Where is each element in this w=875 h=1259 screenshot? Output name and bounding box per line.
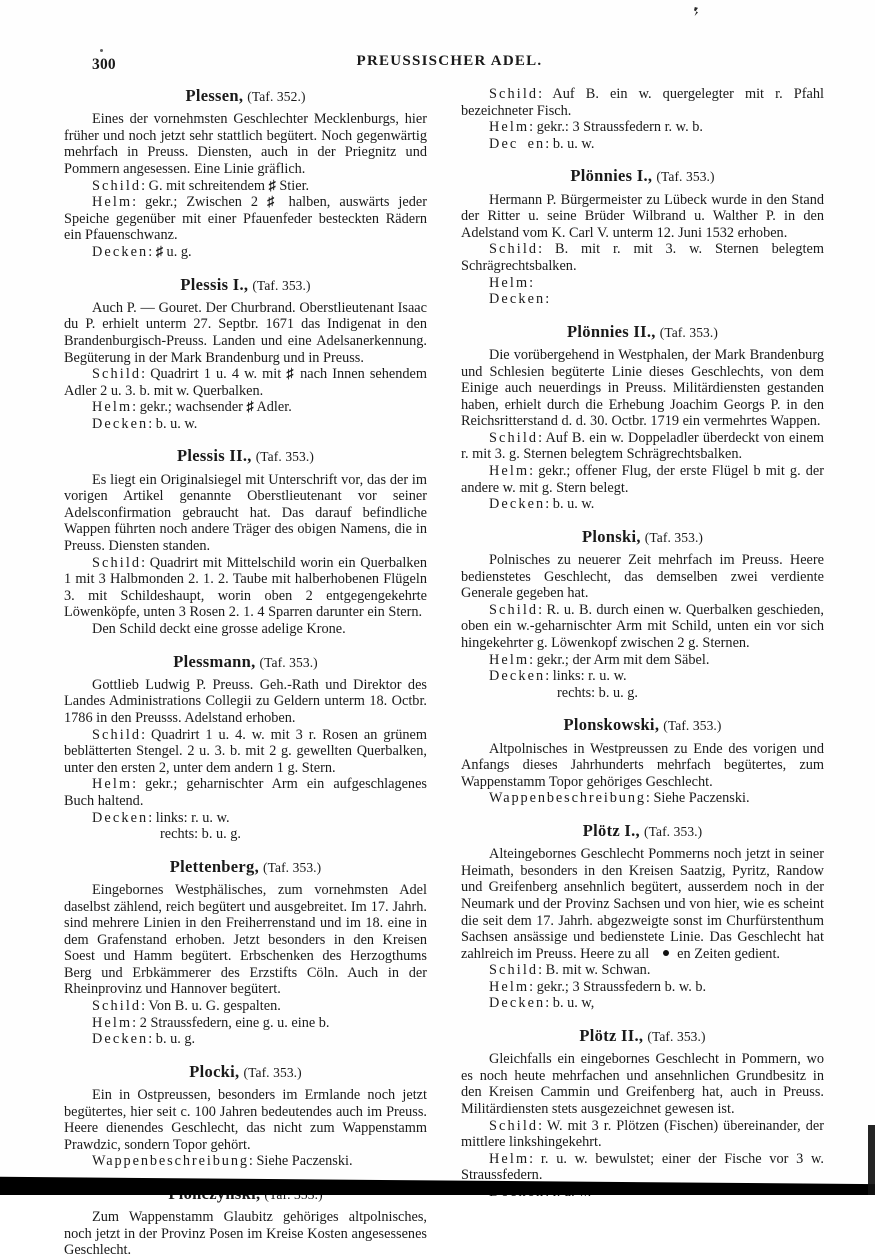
entry-heading xyxy=(64,446,427,466)
blazon-label: Decken xyxy=(92,415,149,432)
blazon-line xyxy=(461,136,824,153)
plate-reference: (Taf. 353.) xyxy=(643,823,703,839)
blazon-label: Schild xyxy=(92,726,142,743)
plate-reference: (Taf. 353.) xyxy=(644,529,704,545)
blazon-label: Helm xyxy=(489,651,530,668)
blazon-line xyxy=(461,291,824,308)
blazon-text: : B. mit w. Schwan. xyxy=(538,962,651,979)
blazon-line xyxy=(461,685,824,702)
blazon-label: Schild xyxy=(489,86,539,102)
plate-reference: (Taf. 353.) xyxy=(263,859,322,875)
plate-reference: (Taf. 353.) xyxy=(255,449,314,465)
sable-hatch-icon: ♯ xyxy=(268,177,276,194)
blazon-line xyxy=(64,810,427,827)
family-name: Plessen, xyxy=(185,86,244,105)
family-name: Plonskowski, xyxy=(563,715,660,735)
sable-hatch-icon: ♯ xyxy=(286,366,295,383)
family-entry xyxy=(461,1026,824,1201)
blazon-line xyxy=(461,790,824,807)
blazon-line xyxy=(64,1153,427,1170)
sable-hatch-icon: ♯ xyxy=(267,194,280,211)
page-number: 300 xyxy=(92,56,116,73)
blazon-text: : gekr.; wachsender ♯ Adler. xyxy=(132,399,292,416)
family-name: Plessis II., xyxy=(177,446,252,466)
blazon-text: : b. u. w, xyxy=(545,995,595,1012)
plate-reference: (Taf. 353.) xyxy=(252,277,311,293)
blazon-line xyxy=(461,496,824,513)
blazon-text: : Quadrirt 1 u. 4 w. mit ♯ nach Innen sehendem Adler 2 u. 3. b. mit w. Querbalken. xyxy=(64,366,428,399)
entry-paragraph: Eingebornes Westphälisches, zum vornehmsten Adel daselbst zählend, reich begütert und ausgebreitet. Im 17. Jahrh. sind mehrere Linien in den Freiherrenstand und im 18. eine in dem Grafenstand erhoben. Jetzt besonders in den Kreisen Soest und Hamm begütert. Erbschenken des Herzogthums Berg und Erbkämmerer des Erzstifts Cöln. Auch in der Rheinprovinz und Hannover begütert. xyxy=(64,881,427,998)
blazon-label: Helm xyxy=(92,1014,133,1031)
family-name: Plonski, xyxy=(581,526,641,546)
blazon-line xyxy=(64,366,427,399)
entry-heading xyxy=(64,86,427,106)
family-name: Plessis I., xyxy=(180,274,249,294)
blazon-line xyxy=(461,241,824,274)
family-entry xyxy=(64,86,427,261)
scan-speck-icon xyxy=(100,49,103,52)
entry-paragraph: Die vorübergehend in Westphalen, der Mark Brandenburg und Schlesien begüterte Linie dieses Geschlechts, von dem Einige auch neuerdings in Preuss. Militärdiensten gestanden haben, erhielt durch die Erhebung Joachim Georgs P. in den Reichsritterstand d. d. 30. Octbr. 1719 ein vermehrtes Wappen. xyxy=(461,346,824,430)
entry-heading xyxy=(461,322,824,342)
blazon-label: Decken xyxy=(92,1031,149,1048)
family-name: Plessmann, xyxy=(173,651,256,671)
entry-paragraph: Alteingebornes Geschlecht Pommerns noch jetzt in seiner Heimath, besonders in den Kreisen Saatzig, Pyritz, Randow und Greifenberg ansehnlich begütert, ausserdem noch in der Neumark und der Provinz Sachsen und von hier, wie es scheint die seit dem 17. Jahrh. abgezweigte sonst im Churfürstenthum Sachsen ansässige und bedienstete Linie. Das Geschlecht hat zahlreich im Preuss. Heere zu all en Zeiten gedient. xyxy=(461,846,824,962)
entry-heading xyxy=(461,166,824,186)
entry-heading xyxy=(64,275,427,295)
blazon-text: : 2 Straussfedern, eine g. u. eine b. xyxy=(132,1014,330,1031)
entry-paragraph: Gottlieb Ludwig P. Preuss. Geh.-Rath und Direktor des Landes Administrations Collegii zu Geldern unterm 18. Octbr. 1786 in den Preusss. Adelstand erhoben. xyxy=(64,676,427,726)
blazon-line xyxy=(64,826,427,843)
blazon-line xyxy=(64,194,427,244)
blazon-label: Wappenbeschreibung xyxy=(92,1153,249,1170)
entry-heading xyxy=(461,527,824,547)
blazon-line xyxy=(64,1031,427,1048)
text-column-right xyxy=(461,86,824,1259)
blazon-label: Helm xyxy=(489,274,530,291)
entry-heading xyxy=(64,652,427,672)
entry-closing-note: Den Schild deckt eine grosse adelige Krone. xyxy=(92,621,346,637)
family-entry xyxy=(461,322,824,513)
blazon-label: Schild xyxy=(92,554,142,571)
blazon-text: : links: r. u. w. xyxy=(148,809,230,826)
entry-paragraph: Hermann P. Bürgermeister zu Lübeck wurde in den Stand der Ritter u. seine Brüder Wilbrand u. Walther P. in den Adelstand vom K. Carl V. unterm 12. Juni 1532 erhoben. xyxy=(461,191,824,241)
sable-hatch-icon: ♯ xyxy=(155,243,163,260)
blazon-line xyxy=(64,178,427,195)
blazon-line xyxy=(461,652,824,669)
blazon-text: : W. mit 3 r. Plötzen (Fischen) übereinander, der mittlere linkshingekehrt. xyxy=(461,1117,824,1151)
blazon-text: rechts: b. u. g. xyxy=(160,826,241,843)
glyph: e xyxy=(501,135,510,152)
blazon-line xyxy=(461,995,824,1012)
blazon-line xyxy=(461,86,824,119)
entry-heading xyxy=(461,715,824,735)
sable-hatch-icon: ♯ xyxy=(246,399,254,416)
blazon-label: Helm xyxy=(489,1150,530,1167)
blazon-line xyxy=(64,416,427,433)
blazon-text: : Siehe Paczenski. xyxy=(248,1153,353,1170)
blazon-text: : b. u. w. xyxy=(148,415,198,432)
blazon-text: : G. mit schreitendem ♯ Stier. xyxy=(141,177,310,194)
blazon-label: Helm xyxy=(489,463,530,480)
entry-paragraph: Auch P. — Gouret. Der Churbrand. Oberstlieutenant Isaac du P. erhielt unterm 27. Septbr. 1671 das Indigenat in den Brandenburgisch-Preuss. Landen und eine Adelsanerkennung. Begüterung in der Mark Brandenburg und in Preuss. xyxy=(64,299,427,366)
entry-heading xyxy=(461,1026,824,1046)
plate-reference: (Taf. 353.) xyxy=(647,1029,706,1045)
glyph: D xyxy=(489,135,502,152)
plate-reference: (Taf. 353.) xyxy=(656,169,715,185)
family-entry xyxy=(64,652,427,843)
blazon-text: : Siehe Paczenski. xyxy=(645,790,750,807)
blazon-line xyxy=(64,998,427,1015)
blazon-text: : Quadrirt mit Mittelschild worin ein Querbalken 1 mit 3 Halbmonden 2. 1. 2. Taube mit halberhobenen Flügeln 3. mit Schildeshaupt, worin oben 2 entgegengekehrte Löwenköpfe, unten 3 Rosen 2. 1. 4 Sparren darunter ein Stern. xyxy=(64,554,427,621)
blazon-text: : b. u. w. xyxy=(545,496,595,513)
blazon-text: : ♯ u. g. xyxy=(148,243,192,260)
blazon-line xyxy=(461,119,824,136)
blazon-text: : R. u. B. durch einen w. Querbalken geschieden, oben ein w.-geharnischter Arm mit Schild, unten ein vor sich hingekehrter g. Löwenkopf zwischen 2 g. Sternen. xyxy=(461,601,824,651)
blazon-label: Decken xyxy=(92,809,149,826)
glyph: n xyxy=(536,135,546,152)
text-column-left xyxy=(64,86,427,1259)
entry-paragraph: Zum Wappenstamm Glaubitz gehöriges altpolnisches, noch jetzt in der Provinz Posen im Kreise Kosten angesessenes Geschlecht. xyxy=(64,1209,427,1259)
blazon-line xyxy=(461,1151,824,1184)
blazon-line xyxy=(461,962,824,979)
family-name: Plocki, xyxy=(189,1061,240,1081)
plate-reference: (Taf. 353.) xyxy=(663,718,722,734)
blazon-label: Decken xyxy=(489,496,546,513)
glyph: c xyxy=(509,135,519,152)
blazon-text: : gekr.; 3 Straussfedern b. w. b. xyxy=(529,978,707,995)
blazon-label: Wappenbeschreibung xyxy=(489,790,646,807)
blazon-text: : B. mit r. mit 3. w. Sternen belegtem Schrägrechtsbalken. xyxy=(461,241,824,274)
blazon-label: Schild xyxy=(489,241,539,258)
entry-paragraph: Polnisches zu neuerer Zeit mehrfach im Preuss. Heere bedienstetes Geschlecht, das demselben zwei verdiente Generale gegeben hat. xyxy=(461,552,824,602)
blazon-label: Helm xyxy=(489,119,530,136)
entry-paragraph: Ein in Ostpreussen, besonders im Ermlande noch jetzt begütertes, hier seit c. 100 Jahren bedeutendes auch im Preuss. Heere dienendes Geschlecht, das nicht zum Wappenstamm Prawdzic, sondern Topor gehört. xyxy=(64,1087,427,1153)
ink-blot-artifact: e xyxy=(649,946,683,963)
family-entry xyxy=(64,1062,427,1170)
blazon-label: Schild xyxy=(92,366,142,383)
blazon-line xyxy=(64,727,427,777)
blazon-text: : gekr.; der Arm mit dem Säbel. xyxy=(529,651,710,668)
blazon-label: Decken xyxy=(489,668,546,685)
family-entry xyxy=(64,275,427,433)
blazon-label: Helm xyxy=(92,194,133,211)
blazon-text: : links: r. u. w. xyxy=(545,668,627,685)
blazon-label: Helm xyxy=(92,776,133,793)
blazon-line xyxy=(64,776,427,809)
blazon-line xyxy=(461,275,824,292)
blazon-label: Decken xyxy=(92,243,149,260)
blazon-text: : gekr.; Zwischen 2 ♯ halben, auswärts jeder Speiche gegenüber mit einer Pfauenfeder besteckten Rädern ein Pfauenschwanz. xyxy=(64,194,427,244)
family-name: Plötz II., xyxy=(579,1026,644,1046)
running-head: PREUSSISCHER ADEL. xyxy=(356,53,543,69)
family-entry xyxy=(64,446,427,637)
blazon-label: Decken xyxy=(489,995,546,1012)
family-name: Plönnies II., xyxy=(567,321,656,341)
entry-paragraph: Eines der vornehmsten Geschlechter Mecklenburgs, hier früher und noch jetzt sehr stattlich begütert. Noch gegenwärtig mehrfach in Preuss. Diensten, auch in der Priegnitz und Pommern angesessen. Eine Linie gräflich. xyxy=(64,111,427,177)
scan-edge-artifact xyxy=(868,1125,875,1195)
blazon-text: : b. u. w. xyxy=(545,135,595,152)
blazon-text: : Quadrirt 1 u. 4. w. mit 3 r. Rosen an grünem beblätterten Stengel. 2 u. 3. b. mit 2 g. gewellten Querbalken, unter den ersten 2, unter dem andern 1 g. Stern. xyxy=(64,726,427,776)
blazon-line xyxy=(461,668,824,685)
glyph: e xyxy=(527,135,537,152)
entry-paragraph: Es liegt ein Originalsiegel mit Unterschrift vor, das der im vorigen Artikel genannte Oberstlieutenant vor seiner Adelsconfirmation gebraucht hat. Das darauf befindliche Wappen führten noch andere Träger des obigen Namens, die in Preuss. Diensten standen. xyxy=(64,471,427,555)
blazon-text: : Auf B. ein w. Doppeladler überdeckt von einem r. mit 3. g. Sternen belegtem Schrägrechtsbalken. xyxy=(461,429,824,463)
blazon-label: Schild xyxy=(489,1117,539,1134)
family-entry xyxy=(461,86,824,152)
blazon-line xyxy=(461,430,824,463)
blazon-line xyxy=(64,1015,427,1032)
blazon-text: : gekr.: 3 Straussfedern r. w. b. xyxy=(529,119,703,136)
blazon-line xyxy=(461,602,824,652)
blazon-text: : gekr.; geharnischter Arm ein aufgeschlagenes Buch haltend. xyxy=(64,776,427,809)
blazon-line xyxy=(461,1118,824,1151)
blazon-label: Schild xyxy=(92,177,142,194)
blazon-label: Schild xyxy=(92,998,142,1015)
blazon-line xyxy=(461,979,824,996)
plate-reference: (Taf. 353.) xyxy=(659,324,718,340)
family-entry xyxy=(461,166,824,307)
blazon-text: : Auf B. ein w. quergelegter mit r. Pfahl bezeichneter Fisch. xyxy=(461,86,824,119)
family-entry xyxy=(461,821,824,1012)
blazon-text: : gekr.; offener Flug, der erste Flügel b mit g. der andere w. mit g. Stern belegt. xyxy=(461,463,824,496)
family-entry xyxy=(64,1184,427,1259)
entry-heading xyxy=(64,857,427,877)
blazon-text: rechts: b. u. g. xyxy=(557,684,638,701)
plate-reference: (Taf. 353.) xyxy=(259,654,318,670)
blazon-line xyxy=(64,399,427,416)
family-entry xyxy=(64,857,427,1048)
faded-glyph: k xyxy=(518,135,528,152)
family-entry xyxy=(461,715,824,807)
entry-paragraph: Gleichfalls ein eingebornes Geschlecht in Pommern, wo es noch heute mehrfachen und ansehnlichen Grundbesitz in den Kreisen Cammin und Greifenberg hat, auch in Preuss. Militärdiensten stets ausgezeichnet gewesen ist. xyxy=(461,1051,824,1118)
blazon-line xyxy=(461,463,824,496)
plate-reference: (Taf. 353.) xyxy=(243,1064,302,1080)
entry-heading xyxy=(461,821,824,841)
scan-speck-icon xyxy=(694,7,698,16)
entry-heading xyxy=(64,1062,427,1082)
blazon-text: : b. u. g. xyxy=(148,1031,196,1048)
blazon-text: : r. u. w. bewulstet; einer der Fische vor 3 w. Straussfedern. xyxy=(461,1150,824,1184)
blazon-label: Schild xyxy=(489,962,539,979)
entry-paragraph: Altpolnisches in Westpreussen zu Ende des vorigen und Anfangs dieses Jahrhunderts mehrfach begütertes, zum Wappenstamm Topor gehöriges Geschlecht. xyxy=(461,740,824,790)
blazon-label: Schild xyxy=(489,601,539,618)
family-name: Plettenberg, xyxy=(169,856,259,876)
family-name: Plötz I., xyxy=(582,820,640,840)
blazon-text: : xyxy=(529,274,534,291)
family-entry xyxy=(461,527,824,702)
blazon-line xyxy=(64,244,427,261)
blazon-label: Helm xyxy=(489,978,530,995)
blazon-label: Decken xyxy=(489,291,546,308)
blazon-line xyxy=(64,555,427,621)
blazon-label: Helm xyxy=(92,399,133,416)
plate-reference: (Taf. 352.) xyxy=(247,89,306,104)
blazon-text: : Von B. u. G. gespalten. xyxy=(141,998,281,1015)
blazon-text: : xyxy=(545,291,550,308)
blazon-label: Schild xyxy=(489,429,539,446)
text-columns xyxy=(64,86,824,1259)
blazon-label xyxy=(489,136,545,152)
family-name: Plönnies I., xyxy=(570,166,653,186)
